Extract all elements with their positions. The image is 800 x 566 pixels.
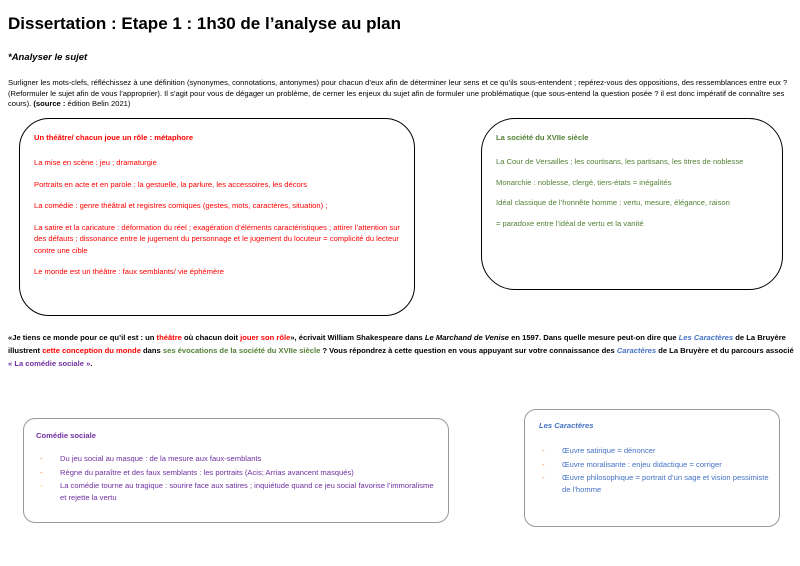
list-item [538,472,773,495]
question-text: de La Bruyère illustrent [8,333,786,355]
list-item [36,467,436,479]
keyword-evocations: ses évocations de la société du XVIIe siècle [162,346,321,355]
question-text: », écrivait William Shakespeare dans [290,333,425,342]
question-text: de La Bruyère et du parcours associé [656,346,794,355]
intro-text: Surligner les mots-clefs, réfléchissez à une définition (synonymes, connotations, antonymes) pour chacun d’eux afin de déterminer leur sens et ce qu’ils sous-entendent ; repérez-vous des oppositions, des ressemblances entre eux ? (Reformuler le sujet afin de vous l’approprier). Il s’agit pour vous de dégager un problème, de cerner les enjeux du sujet afin de formuler une problématique (que sous-entend la question posée ? il est donc impératif de connaître ses cours). [8,78,788,109]
comedie-item: Règne du paraître et des faux semblants : les portraits (Acis; Arrias avancent masqués) [60,467,354,477]
theatre-item: La mise en scène : jeu ; dramaturgie [34,158,157,167]
question-text: ? Vous répondrez à cette question en vous appuyant sur votre connaissance des [320,346,617,355]
list-item [36,453,436,465]
societe-item: La Cour de Versailles ; les courtisans, les partisans, les titres de noblesse [496,157,744,166]
theatre-item: La comédie : genre théâtral et registres comiques (gestes, mots, caractères, situation) ; [34,201,328,210]
caracteres-item: Œuvre satirique = dénoncer [562,446,656,455]
theatre-item: Le monde est un théâtre : faux semblants/ vie éphémère [34,267,224,276]
list-item [538,459,773,471]
question-text: en 1597. Dans quelle mesure peut-on dire que [509,333,679,342]
keyword-conception: cette conception du monde [42,346,141,355]
keyword-role: jouer son rôle [240,333,291,342]
comedie-box-list [36,453,436,505]
theatre-item: Portraits en acte et en parole : la gestuelle, la parlure, les accessoires, les décors [34,179,308,189]
theatre-item: La satire et la caricature : déformation du réel ; exagération d’éléments caractéristiques ; attirer l’attention sur des défauts ; dissonance entre le jugement du personnage et le jugement du locuteur = complicité du lecteur contre une cible [34,222,400,255]
question-text: «Je tiens ce monde pour ce qu’il est : un [8,333,157,342]
comedie-box-heading: Comédie sociale [36,431,96,440]
work-title-marchand: Le Marchand de Venise [424,333,510,342]
work-title-caracteres: Les Caractères [678,333,734,342]
caracteres-box-list [538,445,773,497]
list-item [36,480,436,503]
caracteres-item: Œuvre philosophique = portrait d’un sage et vision pessimiste de l’homme [562,473,769,494]
question-text: . [90,359,93,368]
page-title: Dissertation : Etape 1 : 1h30 de l’analyse au plan [8,14,402,33]
societe-box-heading: La société du XVIIe siècle [496,133,589,142]
theatre-box [19,118,415,316]
societe-item: Idéal classique de l’honnête homme : vertu, mesure, élégance, raison [496,198,730,207]
keyword-theatre: théâtre [156,333,182,342]
keyword-parcours: « La comédie sociale » [8,359,91,368]
societe-box-list [496,156,758,238]
societe-item: Monarchie : noblesse, clergé, tiers-états = inégalités [496,177,672,187]
bullet-dash: - [40,481,43,490]
bullet-dash: - [40,467,43,477]
caracteres-item: Œuvre moralisante : enjeu didactique = corriger [562,459,722,469]
bullet-dash: - [542,459,545,469]
question-text: dans [140,346,163,355]
societe-item: = paradoxe entre l’idéal de vertu et la vanité [496,218,644,228]
caracteres-box [524,409,780,527]
source-value: édition Belin 2021) [65,99,131,109]
source-label: (source : [33,99,66,109]
question-text: où chacun doit [181,333,241,342]
work-title-caracteres: Caractères [616,346,657,355]
comedie-sociale-box [23,418,449,523]
dissertation-question [8,331,794,370]
comedie-item: Du jeu social au masque : de la mesure aux faux-semblants [60,454,262,463]
caracteres-box-heading: Les Caractères [539,421,594,430]
bullet-dash: - [542,446,545,455]
bullet-dash: - [40,454,43,463]
list-item [538,445,773,457]
theatre-box-list [34,157,404,288]
societe-box [481,118,783,290]
bullet-dash: - [542,473,545,482]
comedie-item: La comédie tourne au tragique : sourire face aux satires ; inquiétude quand ce jeu social favorise l’immoralisme et rejette la vertu [60,481,434,502]
theatre-box-heading: Un théâtre/ chacun joue un rôle : métaphore [34,133,194,142]
intro-paragraph [8,78,794,110]
section-subtitle: *Analyser le sujet [8,52,88,63]
